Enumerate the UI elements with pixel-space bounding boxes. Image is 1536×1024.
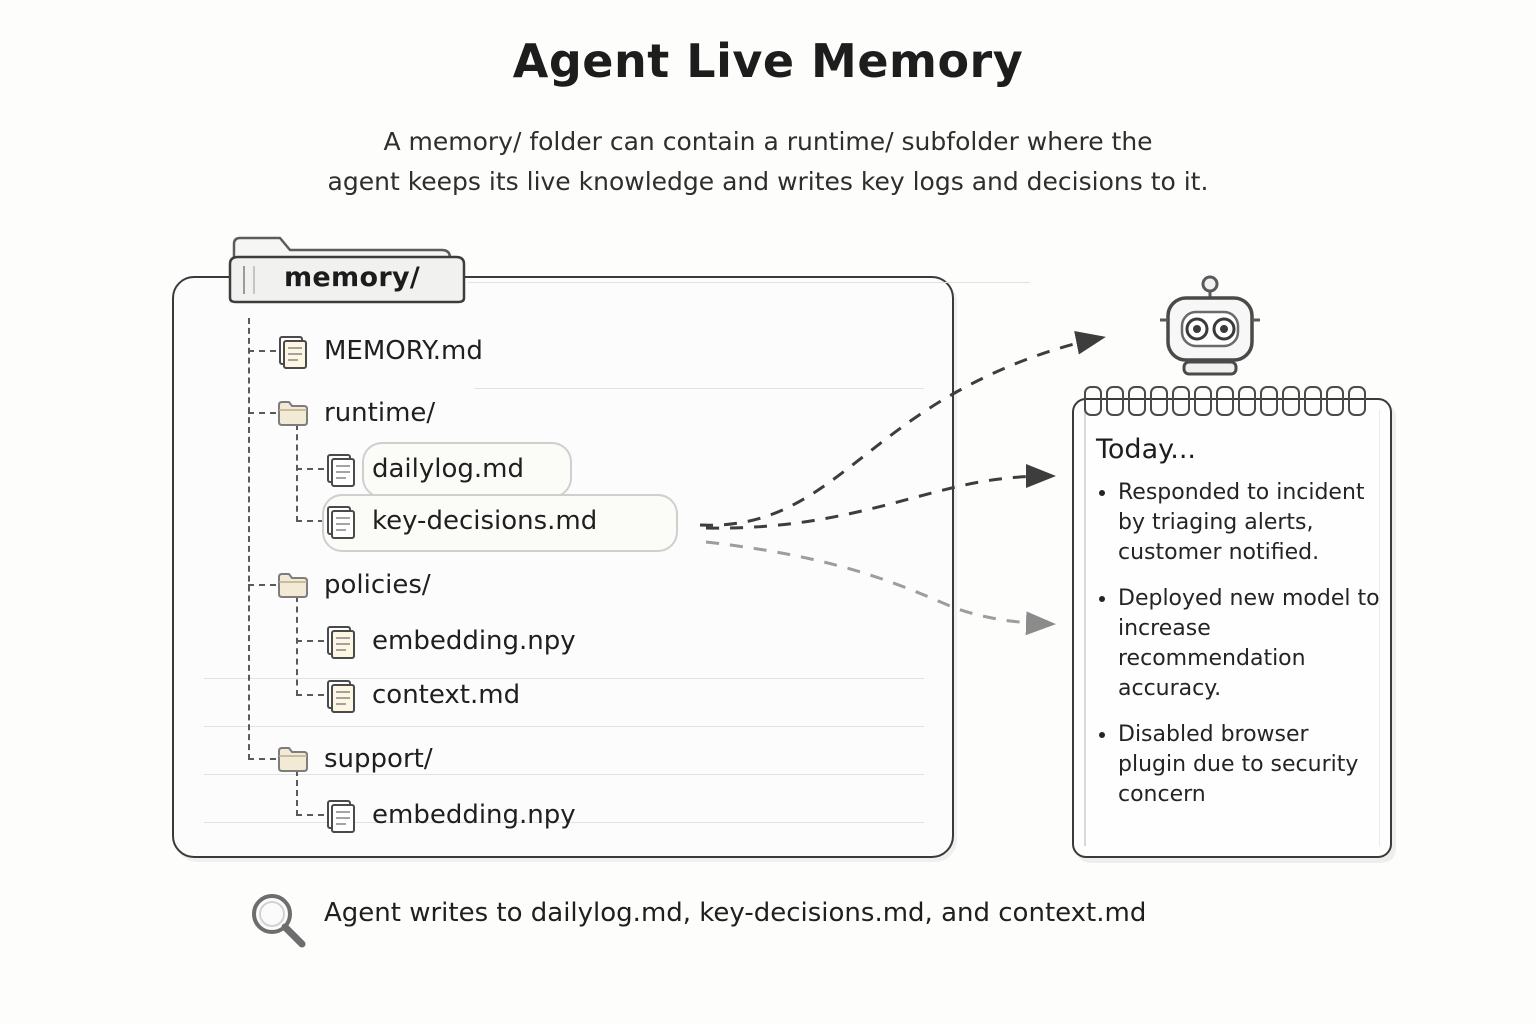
tree-item-dailylog-md[interactable] <box>324 452 524 486</box>
file-icon <box>324 624 358 658</box>
tree-connector-spine <box>296 770 298 816</box>
subtitle-line-1: A memory/ folder can contain a runtime/ subfolder where the <box>383 127 1153 156</box>
tree-item-label: policies/ <box>324 570 431 600</box>
tree-item-policies-embedding-npy[interactable] <box>324 624 576 658</box>
tree-item-label: MEMORY.md <box>324 336 483 366</box>
tree-item-memory-md[interactable] <box>276 334 483 368</box>
tree-connector <box>296 468 324 470</box>
spiral-ring <box>1128 386 1146 416</box>
tree-item-policies[interactable] <box>276 568 431 602</box>
tree-connector-spine <box>296 596 298 696</box>
page-subtitle <box>0 122 1536 202</box>
sketch-rule <box>204 678 924 679</box>
file-icon <box>324 452 358 486</box>
tree-item-support-embedding-npy[interactable] <box>324 798 576 832</box>
tree-item-key-decisions-md[interactable] <box>324 504 597 538</box>
list-item: • Responded to incident by triaging alerts, customer notified. <box>1118 478 1382 568</box>
spiral-ring <box>1106 386 1124 416</box>
folder-icon <box>276 742 310 776</box>
tree-connector <box>248 412 276 414</box>
page-title: Agent Live Memory <box>512 34 1024 88</box>
folder-icon <box>276 568 310 602</box>
spiral-ring <box>1348 386 1366 416</box>
spiral-ring <box>1304 386 1322 416</box>
list-item: • Disabled browser plugin due to security concern <box>1118 720 1382 810</box>
folder-tab-memory[interactable] <box>228 232 466 304</box>
list-item: • Deployed new model to increase recommendation accuracy. <box>1118 584 1382 704</box>
tree-item-runtime[interactable] <box>276 396 435 430</box>
tree-item-label: context.md <box>372 680 521 710</box>
subtitle-line-2: agent keeps its live knowledge and writes key logs and decisions to it. <box>327 167 1209 196</box>
tree-item-label: key-decisions.md <box>372 506 598 536</box>
tree-connector <box>248 758 276 760</box>
notepad-panel <box>1072 398 1392 858</box>
file-icon <box>324 504 358 538</box>
tree-connector <box>296 694 324 696</box>
notepad-title: Today... <box>1096 434 1196 465</box>
spiral-ring <box>1326 386 1344 416</box>
arrow-to-robot <box>700 338 1100 525</box>
caption-text: Agent writes to dailylog.md, key-decisions.md, and context.md <box>324 898 1147 928</box>
sketch-rule <box>204 726 924 727</box>
file-icon <box>276 334 310 368</box>
folder-icon <box>276 396 310 430</box>
tree-item-label: support/ <box>324 744 433 774</box>
folder-tab-label: memory/ <box>284 262 421 293</box>
tree-item-label: embedding.npy <box>372 626 576 656</box>
spiral-ring <box>1260 386 1278 416</box>
tree-connector <box>248 350 276 352</box>
tree-item-label: embedding.npy <box>372 800 576 830</box>
tree-item-label: dailylog.md <box>372 454 525 484</box>
tree-connector <box>296 520 324 522</box>
spiral-ring <box>1172 386 1190 416</box>
tree-connector <box>296 640 324 642</box>
tree-connector <box>248 584 276 586</box>
tree-item-label: runtime/ <box>324 398 436 428</box>
spiral-ring <box>1238 386 1256 416</box>
spiral-ring <box>1216 386 1234 416</box>
notepad-entry-list <box>1092 478 1382 826</box>
file-icon <box>324 678 358 712</box>
tree-item-support[interactable] <box>276 742 433 776</box>
tree-item-context-md[interactable] <box>324 678 520 712</box>
spiral-ring <box>1194 386 1212 416</box>
arrow-to-notepad-bottom <box>706 542 1050 624</box>
magnifier-icon <box>246 888 310 952</box>
tree-connector-spine <box>296 424 298 522</box>
file-icon <box>324 798 358 832</box>
robot-icon <box>1146 276 1274 388</box>
tree-connector <box>296 814 324 816</box>
spiral-ring <box>1150 386 1168 416</box>
spiral-ring <box>1084 386 1102 416</box>
tree-connector-spine <box>248 318 250 760</box>
spiral-ring <box>1282 386 1300 416</box>
